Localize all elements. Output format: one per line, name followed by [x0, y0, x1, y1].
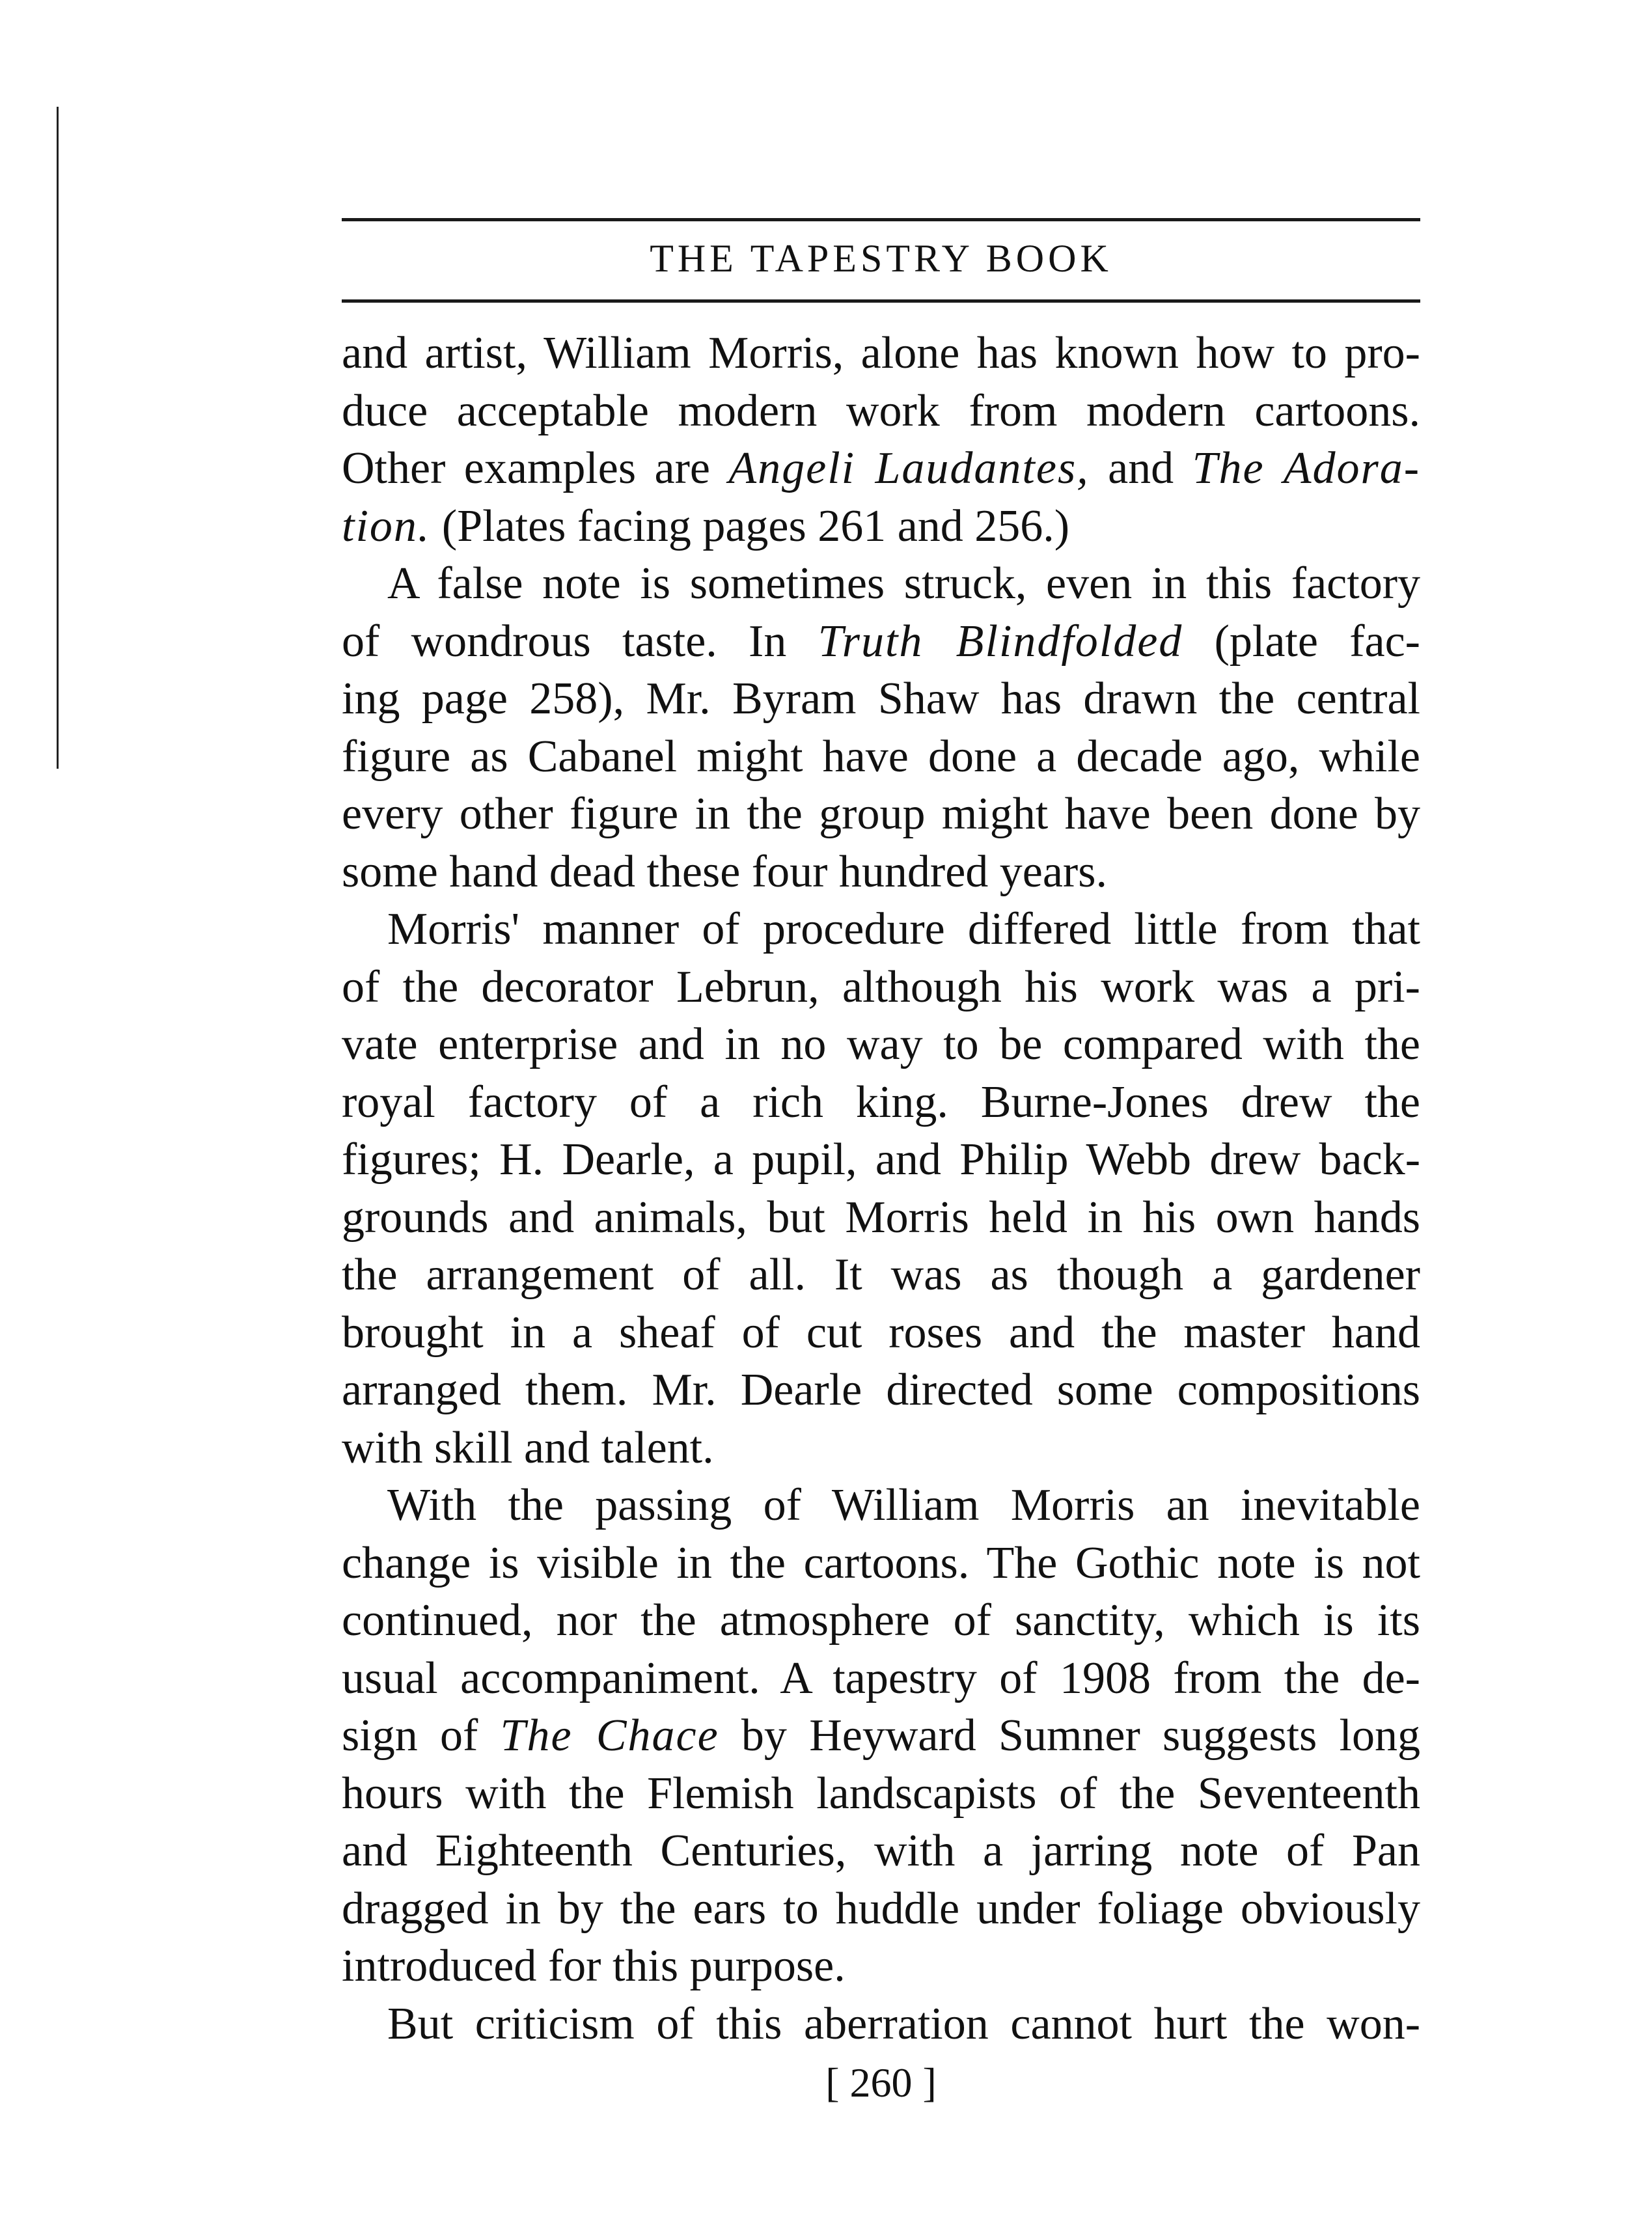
italic-title: Truth Blindfolded: [818, 616, 1183, 667]
text-line: [342, 786, 1420, 844]
text-segment: and: [1089, 443, 1192, 493]
text-line: [342, 1420, 1420, 1478]
italic-title: The Adora-: [1192, 443, 1421, 493]
text-segment: vate enterprise and in no way to be compared with the: [342, 1019, 1420, 1069]
text-segment: continued, nor the atmosphere of sanctity, which is its: [342, 1595, 1420, 1645]
text-segment: (plate fac-: [1183, 616, 1420, 667]
text-line: [342, 1246, 1420, 1304]
text-segment: sign of: [342, 1711, 501, 1761]
text-segment: usual accompaniment. A tapestry of 1908 from the de-: [342, 1653, 1420, 1703]
text-segment: brought in a sheaf of cut roses and the master hand: [342, 1307, 1420, 1358]
text-line: [342, 1938, 1420, 1996]
italic-title: Angeli Laudantes,: [728, 443, 1090, 493]
text-line: [342, 1131, 1420, 1189]
text-line: [342, 670, 1420, 728]
italic-title: The Chace: [500, 1711, 719, 1761]
text-segment: some hand dead these four hundred years.: [342, 846, 1107, 897]
text-line: [342, 1707, 1420, 1765]
body-text: [342, 325, 1420, 2053]
text-line: [342, 844, 1420, 902]
text-line: [342, 325, 1420, 383]
text-line: [342, 383, 1420, 441]
header-top-rule: [342, 218, 1420, 221]
text-segment: of wondrous taste. In: [342, 616, 818, 667]
text-line: [342, 728, 1420, 786]
text-line: [342, 1765, 1420, 1823]
text-segment: ing page 258), Mr. Byram Shaw has drawn the central: [342, 674, 1420, 724]
text-segment: change is visible in the cartoons. The Gothic note is not: [342, 1537, 1420, 1588]
text-line: [342, 1650, 1420, 1708]
text-segment: the arrangement of all. It was as though a gardener: [342, 1250, 1420, 1300]
text-line: [342, 1189, 1420, 1247]
text-segment: With the passing of William Morris an inevitable: [387, 1480, 1420, 1530]
text-segment: royal factory of a rich king. Burne-Jones drew the: [342, 1077, 1420, 1127]
text-line: [342, 498, 1420, 556]
text-segment: dragged in by the ears to huddle under foliage obviously: [342, 1883, 1420, 1934]
text-segment: But criticism of this aberration cannot hurt the won-: [387, 1998, 1420, 2049]
text-line: [342, 1074, 1420, 1132]
page-edge-line: [57, 107, 59, 769]
text-segment: with skill and talent.: [342, 1422, 714, 1473]
text-line: [342, 901, 1420, 959]
page-number: [ 260 ]: [825, 2059, 937, 2106]
text-line: [342, 1477, 1420, 1535]
text-segment: figure as Cabanel might have done a decade ago, while: [342, 731, 1420, 782]
header-bottom-rule: [342, 299, 1420, 303]
text-line: [342, 1592, 1420, 1650]
text-segment: Morris' manner of procedure differed little from that: [387, 904, 1420, 954]
text-segment: (Plates facing pages 261 and 256.): [430, 501, 1070, 551]
text-segment: A false note is sometimes struck, even in this factory: [387, 558, 1420, 609]
text-segment: arranged them. Mr. Dearle directed some compositions: [342, 1365, 1420, 1415]
text-segment: figures; H. Dearle, a pupil, and Philip Webb drew back-: [342, 1135, 1420, 1185]
text-segment: and artist, William Morris, alone has known how to pro-: [342, 328, 1420, 378]
text-segment: grounds and animals, but Morris held in his own hands: [342, 1192, 1420, 1243]
text-line: [342, 1880, 1420, 1938]
text-line: [342, 959, 1420, 1017]
italic-title: tion.: [342, 501, 431, 551]
text-line: [342, 440, 1420, 498]
text-line: [342, 613, 1420, 671]
text-segment: Other examples are: [342, 443, 729, 493]
text-line: [342, 1996, 1420, 2054]
text-segment: introduced for this purpose.: [342, 1941, 846, 1991]
text-line: [342, 555, 1420, 613]
running-header: THE TAPESTRY BOOK: [650, 237, 1112, 280]
text-line: [342, 1304, 1420, 1362]
text-line: [342, 1535, 1420, 1593]
text-segment: of the decorator Lebrun, although his work was a pri-: [342, 961, 1420, 1012]
text-segment: duce acceptable modern work from modern cartoons.: [342, 385, 1420, 436]
text-segment: and Eighteenth Centuries, with a jarring note of Pan: [342, 1826, 1420, 1876]
text-segment: by Heyward Sumner suggests long: [719, 1711, 1421, 1761]
text-segment: every other figure in the group might have been done by: [342, 789, 1420, 839]
text-line: [342, 1016, 1420, 1074]
text-line: [342, 1362, 1420, 1420]
text-segment: hours with the Flemish landscapists of the Seventeenth: [342, 1768, 1420, 1819]
text-line: [342, 1823, 1420, 1880]
